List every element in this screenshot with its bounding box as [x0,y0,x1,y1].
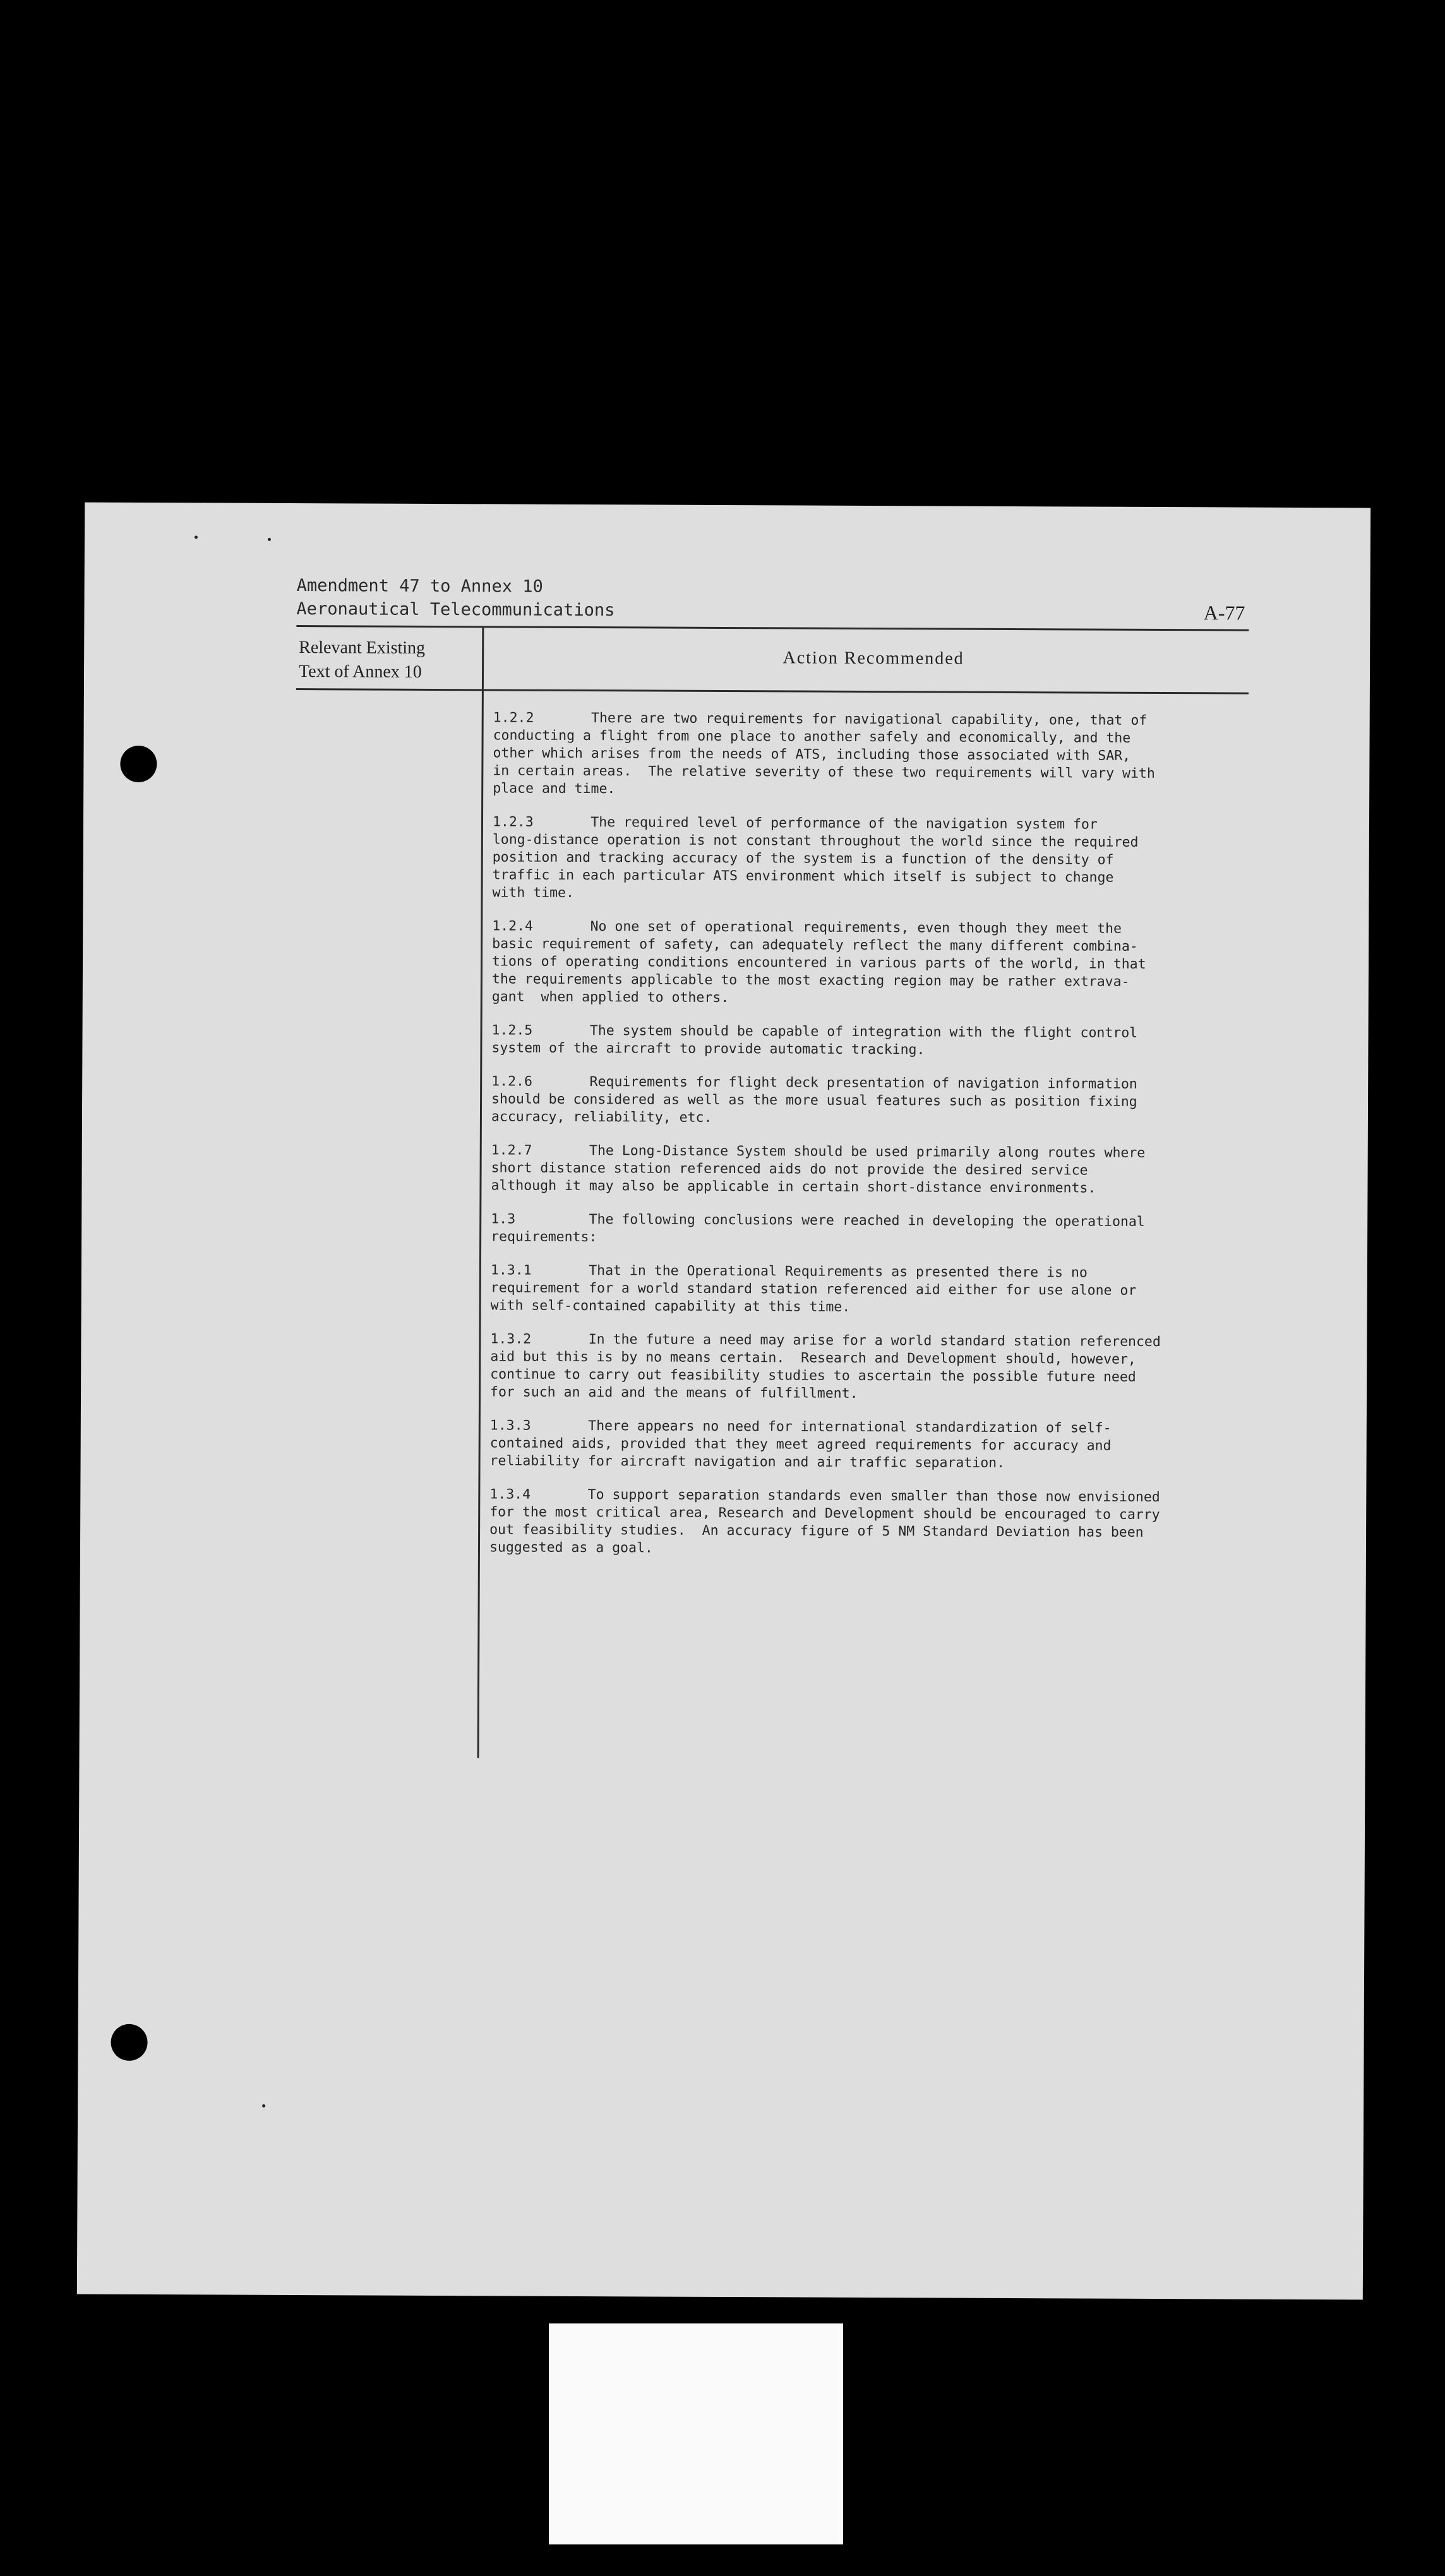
text-line: position and tracking accuracy of the system is a function of the density of [492,849,1114,868]
paragraph-1-3-3 [490,1417,1261,1473]
text-line: 1.3.4 To support separation standards even smaller than those now envisioned [489,1486,1160,1506]
text-line: tions of operating conditions encountered in various parts of the world, in that [491,953,1146,972]
paragraph-1-3-2 [490,1330,1261,1404]
text-line: should be considered as well as the more usual features such as position fixing [491,1091,1137,1110]
column-heading-rule [296,688,1249,695]
text-line: with self-contained capability at this time. [490,1297,851,1315]
header-rule [296,625,1249,631]
text-line: 1.2.7 The Long-Distance System should be used primarily along routes where [491,1142,1146,1161]
header-amendment: Amendment 47 to Annex 10 [296,576,543,597]
page-header [296,574,1245,625]
text-line: suggested as a goal. [489,1539,653,1556]
text-line: requirements: [491,1229,597,1246]
text-line: basic requirement of safety, can adequately reflect the many different combina- [492,936,1138,955]
paragraph-1-2-6 [491,1073,1262,1129]
paragraph-1-2-2 [493,709,1264,801]
text-line: 1.3 The following conclusions were reached in developing the operational [491,1211,1145,1230]
text-line: reliability for aircraft navigation and air traffic separation. [489,1453,1005,1471]
column-heading-right: Action Recommended [782,648,964,669]
text-line: 1.3.1 That in the Operational Requirements as presented there is no [490,1262,1088,1281]
text-line: short distance station referenced aids do not provide the desired service [491,1160,1088,1179]
action-text [489,709,1264,1575]
page-number: A-77 [1203,601,1245,624]
text-line: system of the aircraft to provide automatic tracking. [491,1040,925,1058]
paragraph-1-2-7 [491,1142,1261,1198]
header-annex-title: Aeronautical Telecommunications [296,599,615,621]
text-line: other which arises from the needs of ATS, including those associated with SAR, [493,745,1131,764]
column-heading-left-line-1: Relevant Existing [299,638,426,658]
paragraph-1-3-1 [491,1261,1261,1318]
paragraph-1-2-4 [492,917,1263,1009]
blank-target-slip [549,2323,843,2544]
paragraph-1-3 [491,1210,1261,1249]
speck [268,538,271,541]
paragraph-1-2-3 [492,813,1263,905]
speck [262,2104,265,2108]
text-line: 1.2.5 The system should be capable of integration with the flight control [491,1022,1138,1041]
text-line: 1.3.2 In the future a need may arise for a world standard station referenced [490,1331,1161,1351]
text-line: accuracy, reliability, etc. [491,1109,712,1126]
text-line: 1.2.4 No one set of operational requirements, even though they meet the [492,918,1122,937]
text-line: in certain areas. The relative severity of these two requirements will vary with [493,763,1155,782]
text-line: long-distance operation is not constant throughout the world since the required [492,832,1139,850]
text-line: gant when applied to others. [491,989,729,1006]
text-line: continue to carry out feasibility studies to ascertain the possible future need [490,1366,1136,1385]
text-line: conducting a flight from one place to another safely and economically, and the [493,727,1131,746]
text-line: 1.3.3 There appears no need for international standardization of self- [489,1417,1112,1436]
paragraph-1-3-4 [489,1486,1260,1559]
text-line: 1.2.3 The required level of performance of the navigation system for [492,814,1098,833]
text-line: contained aids, provided that they meet agreed requirements for accuracy and [489,1435,1112,1454]
paragraph-1-2-5 [491,1022,1262,1060]
text-line: although it may also be applicable in certain short-distance environments. [491,1178,1096,1196]
text-line: with time. [492,885,575,901]
text-line: requirement for a world standard station referenced aid either for use alone or [490,1280,1137,1299]
text-line: the requirements applicable to the most exacting region may be rather extrava- [491,971,1130,990]
column-heading-left-line-2: Text of Annex 10 [298,662,422,682]
punch-hole-top [120,746,157,782]
speck [195,535,198,539]
document-page [77,503,1370,2300]
column-divider [477,628,484,1758]
text-line: place and time. [493,780,616,797]
text-line: traffic in each particular ATS environment which itself is subject to change [492,867,1114,886]
text-line: for the most critical area, Research and Development should be encouraged to carry [489,1504,1160,1524]
text-line: aid but this is by no means certain. Research and Development should, however, [490,1349,1136,1368]
text-line: 1.2.6 Requirements for flight deck presentation of navigation information [491,1073,1137,1092]
text-line: for such an aid and the means of fulfillment. [490,1384,858,1402]
punch-hole-bottom [111,2024,147,2061]
text-line: 1.2.2 There are two requirements for navigational capability, one, that of [493,710,1148,729]
column-heading-left [299,636,476,684]
text-line: out feasibility studies. An accuracy figure of 5 NM Standard Deviation has been [489,1522,1144,1541]
